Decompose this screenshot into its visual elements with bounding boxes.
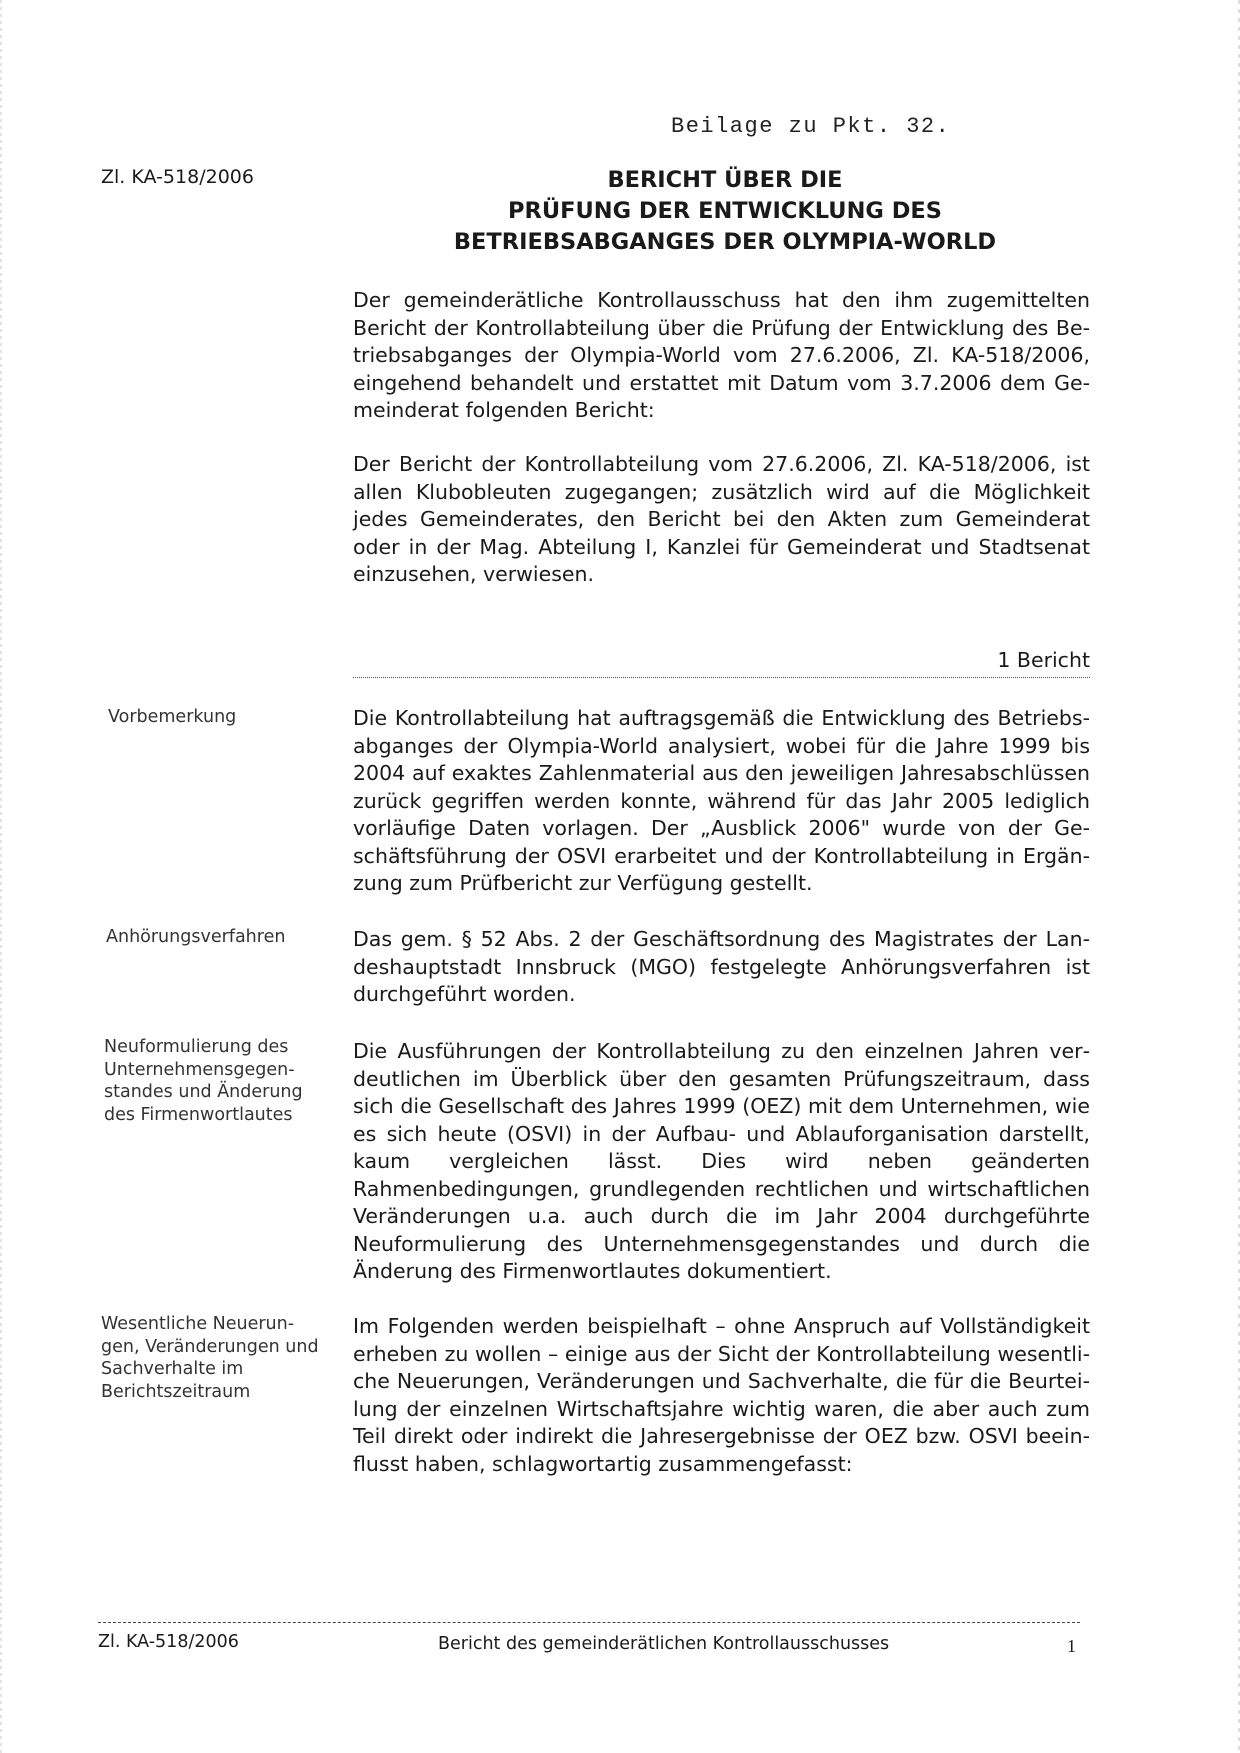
paragraph-vorbemerkung: Die Kontrollabteilung hat auftragsgemäß die Entwicklung des Betriebsabganges der Olympia-World analysiert, wobei für die Jahre 1999 bis 2004 auf exaktes Zahlenmaterial aus den jeweiligen Jahresabschlüssen zurück gegriffen werden konnte, während für das Jahr 2005 lediglich vorläufige Daten vorlagen. Der „Ausblick 2006" wurde von der Geschäftsführung der OSVI erarbeitet und der Kontrollabteilung in Ergänzung zum Prüfbericht zur Verfügung gestellt. [353, 706, 1090, 895]
paragraph-wesentliche-neuerungen: Im Folgenden werden beispielhaft – ohne Anspruch auf Vollständigkeit erheben zu wollen – einige aus der Sicht der Kontrollabteilung wesentliche Neuerungen, Veränderungen und Sachverhalte, die für die Beurteilung der einzelnen Wirtschaftsjahre wichtig waren, die aber auch zum Teil direkt oder indirekt die Jahresergebnisse der OEZ bzw. OSVI beeinflusst haben, schlagwortartig zusammengefasst: [353, 1314, 1090, 1476]
margin-label-neuformulierung: Neuformulierung des Unternehmensgegenstandes und Änderung des Firmenwortlautes [104, 1037, 303, 1125]
paragraph-neuformulierung: Die Ausführungen der Kontrollabteilung zu den einzelnen Jahren verdeutlichen im Überblick über den gesamten Prüfungszeitraum, dass sich die Gesellschaft des Jahres 1999 (OEZ) mit dem Unternehmen, wie es sich heute (OSVI) in der Aufbau- und Ablauforganisation darstellt, kaum vergleichen lässt. Dies wird neben geänderten Rahmenbedingungen, grundlegenden rechtlichen und wirtschaftlichen Veränderungen u.a. auch durch die im Jahr 2004 durchgeführte Neuformulierung des Unternehmensgegenstandes und durch die Änderung des Firmenwortlautes dokumentiert. [353, 1039, 1090, 1283]
footer-divider [98, 1622, 1080, 1623]
margin-label-anhoerungsverfahren: Anhörungsverfahren [106, 927, 286, 947]
section-heading: 1 Bericht [997, 648, 1090, 672]
report-title [355, 165, 1095, 258]
footer-title: Bericht des gemeinderätlichen Kontrollausschusses [438, 1634, 890, 1654]
title-line: BERICHT ÜBER DIE [607, 167, 843, 193]
section-divider [353, 677, 1090, 678]
margin-label-vorbemerkung: Vorbemerkung [108, 707, 237, 727]
title-line: PRÜFUNG DER ENTWICKLUNG DES [508, 198, 942, 224]
intro-paragraph: Der gemeinderätliche Kontrollausschuss hat den ihm zugemittelten Bericht der Kontrollabteilung über die Prüfung der Entwicklung des Betriebsabganges der Olympia-World vom 27.6.2006, Zl. KA-518/2006, eingehend behandelt und erstattet mit Datum vom 3.7.2006 dem Gemeinderat folgenden Bericht: [353, 288, 1090, 422]
reference-number: Zl. KA-518/2006 [101, 166, 254, 188]
page-number: 1 [1067, 1636, 1076, 1656]
footer-reference: Zl. KA-518/2006 [98, 1632, 239, 1652]
scan-edge-left [0, 0, 2, 1753]
paragraph-anhoerungsverfahren: Das gem. § 52 Abs. 2 der Geschäftsordnung des Magistrates der Landeshauptstadt Innsbruck (MGO) festgelegte Anhörungsverfahren ist durchgeführt worden. [353, 927, 1090, 1006]
margin-label-wesentliche-neuerungen: Wesentliche Neuerungen, Veränderungen und Sachverhalte im Berichtszeitraum [101, 1314, 319, 1402]
intro-paragraph: Der Bericht der Kontrollabteilung vom 27.6.2006, Zl. KA-518/2006, ist allen Klubobleuten zugegangen; zusätzlich wird auf die Möglichkeit jedes Gemeinderates, den Bericht bei den Akten zum Gemeinderat oder in der Mag. Abteilung I, Kanzlei für Gemeinderat und Stadtsenat einzusehen, verwiesen. [353, 452, 1090, 586]
attachment-stamp: Beilage zu Pkt. 32. [671, 114, 951, 139]
title-line: BETRIEBSABGANGES DER OLYMPIA-WORLD [453, 229, 997, 255]
